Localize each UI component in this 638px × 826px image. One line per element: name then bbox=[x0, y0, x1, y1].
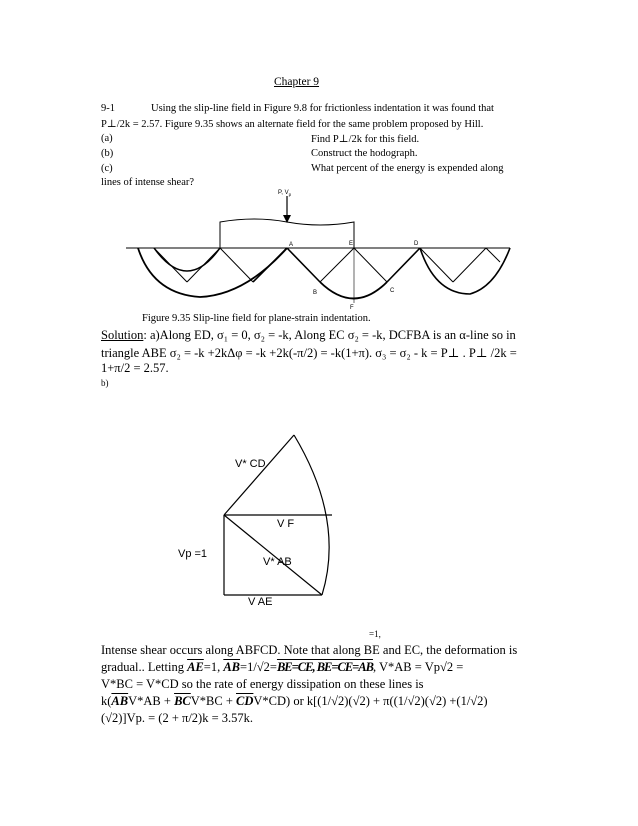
slip-line-BE bbox=[320, 248, 354, 282]
point-D: D bbox=[414, 241, 419, 247]
conclusion-line-4 bbox=[101, 694, 488, 709]
punch bbox=[220, 219, 354, 248]
slip-line-CD bbox=[387, 248, 420, 282]
left-inner-arc bbox=[154, 248, 220, 271]
problem-line-2: P⊥/2k = 2.57. Figure 9.35 shows an alternate field for the same problem proposed by Hill. bbox=[101, 119, 484, 130]
text-vcd: V*CD) or k[(1/√2)(√2) + π((1/√2)(√2) +(1/√2) bbox=[253, 694, 488, 708]
part-a-label: (a) bbox=[101, 133, 113, 144]
part-c-label: (c) bbox=[101, 163, 113, 174]
problem-line-1: Using the slip-line field in Figure 9.8 for frictionless indentation it was found that bbox=[151, 103, 494, 114]
right-slip-line-3 bbox=[486, 248, 500, 262]
conclusion-line-3: V*BC = V*CD so the rate of energy dissipation on these lines is bbox=[101, 677, 424, 691]
hodograph bbox=[160, 420, 380, 620]
segment-cd: $\overline{CD}$ bbox=[236, 694, 254, 708]
left-slip-line-2 bbox=[220, 248, 253, 282]
right-slip-line-2 bbox=[453, 248, 486, 282]
point-B: B bbox=[313, 290, 318, 296]
label-v-ae: V AE bbox=[248, 596, 273, 608]
solution-line-3: 1+π/2 = 2.57. bbox=[101, 361, 169, 375]
figure-caption: Figure 9.35 Slip-line field for plane-strain indentation. bbox=[142, 313, 371, 324]
right-outer-arc bbox=[420, 248, 510, 294]
solution-label: Solution bbox=[101, 328, 144, 342]
right-slip-line-1 bbox=[420, 248, 453, 282]
label-v-f: V F bbox=[277, 518, 295, 530]
slip-line-AB bbox=[287, 248, 320, 282]
point-F: F bbox=[350, 305, 354, 311]
problem-number: 9-1 bbox=[101, 103, 115, 114]
point-A: A bbox=[289, 242, 294, 248]
vector-cd bbox=[224, 435, 294, 515]
garbled-segments: BE=CE, BE=CE=AB bbox=[276, 660, 373, 674]
text-vbc: V*BC + bbox=[190, 694, 237, 708]
equation-fragment: =1, bbox=[369, 629, 381, 639]
arc-BFC bbox=[320, 282, 387, 299]
segment-ae: $\overline{AE}$ bbox=[187, 660, 204, 674]
part-c-text: What percent of the energy is expended along bbox=[311, 163, 504, 174]
text-eq1: =1, bbox=[203, 660, 224, 674]
solution-line-2: triangle ABE σ₂ = -k +2kΔφ = -k +2k(-π/2) = -k(1+π). σ₃ = σ₂ - k = P⊥ . P⊥ /2k = bbox=[101, 346, 517, 360]
point-E: E bbox=[349, 241, 354, 247]
text-k-open: k( bbox=[101, 694, 112, 708]
conclusion-line-5: (√2)]Vp. = (2 + π/2)k = 3.57k. bbox=[101, 711, 254, 725]
chapter-title: Chapter 9 bbox=[274, 76, 320, 88]
point-C: C bbox=[390, 288, 395, 294]
part-b-label: (b) bbox=[101, 148, 114, 159]
label-v-cd: V* CD bbox=[235, 458, 266, 470]
part-b-text: Construct the hodograph. bbox=[311, 148, 418, 159]
segment-ab: $\overline{AB}$ bbox=[223, 660, 241, 674]
text-vab: , V*AB = Vp√2 = bbox=[372, 660, 464, 674]
solution-text-1: : a)Along ED, σ₁ = 0, σ₂ = -k, Along EC σ₂ = -k, DCFBA is an α-line so in bbox=[143, 328, 516, 342]
slip-line-figure bbox=[100, 182, 540, 312]
solution-line-1 bbox=[101, 328, 516, 343]
part-b-heading: b) bbox=[101, 378, 109, 388]
text-vab-2: V*AB + bbox=[128, 694, 175, 708]
segment-ab-2: $\overline{AB}$ bbox=[111, 694, 129, 708]
load-label: P, $V_p$ bbox=[278, 190, 292, 197]
segment-bc: $\overline{BC}$ bbox=[174, 694, 191, 708]
part-a-text: Find P⊥/2k for this field. bbox=[311, 134, 420, 145]
conclusion-line-1: Intense shear occurs along ABFCD. Note that along BE and EC, the deformation is bbox=[101, 643, 518, 657]
problem-last-line: lines of intense shear? bbox=[101, 177, 195, 188]
text-sqrt: =1/√2= bbox=[240, 660, 277, 674]
text-letting: gradual.. Letting bbox=[101, 660, 188, 674]
label-v-p: Vp =1 bbox=[178, 548, 208, 560]
slip-line-EC bbox=[354, 248, 387, 282]
vector-ab bbox=[224, 515, 322, 595]
label-v-ab: V* AB bbox=[263, 556, 292, 568]
left-slip-line-4 bbox=[253, 248, 287, 282]
conclusion-line-2 bbox=[101, 660, 463, 675]
